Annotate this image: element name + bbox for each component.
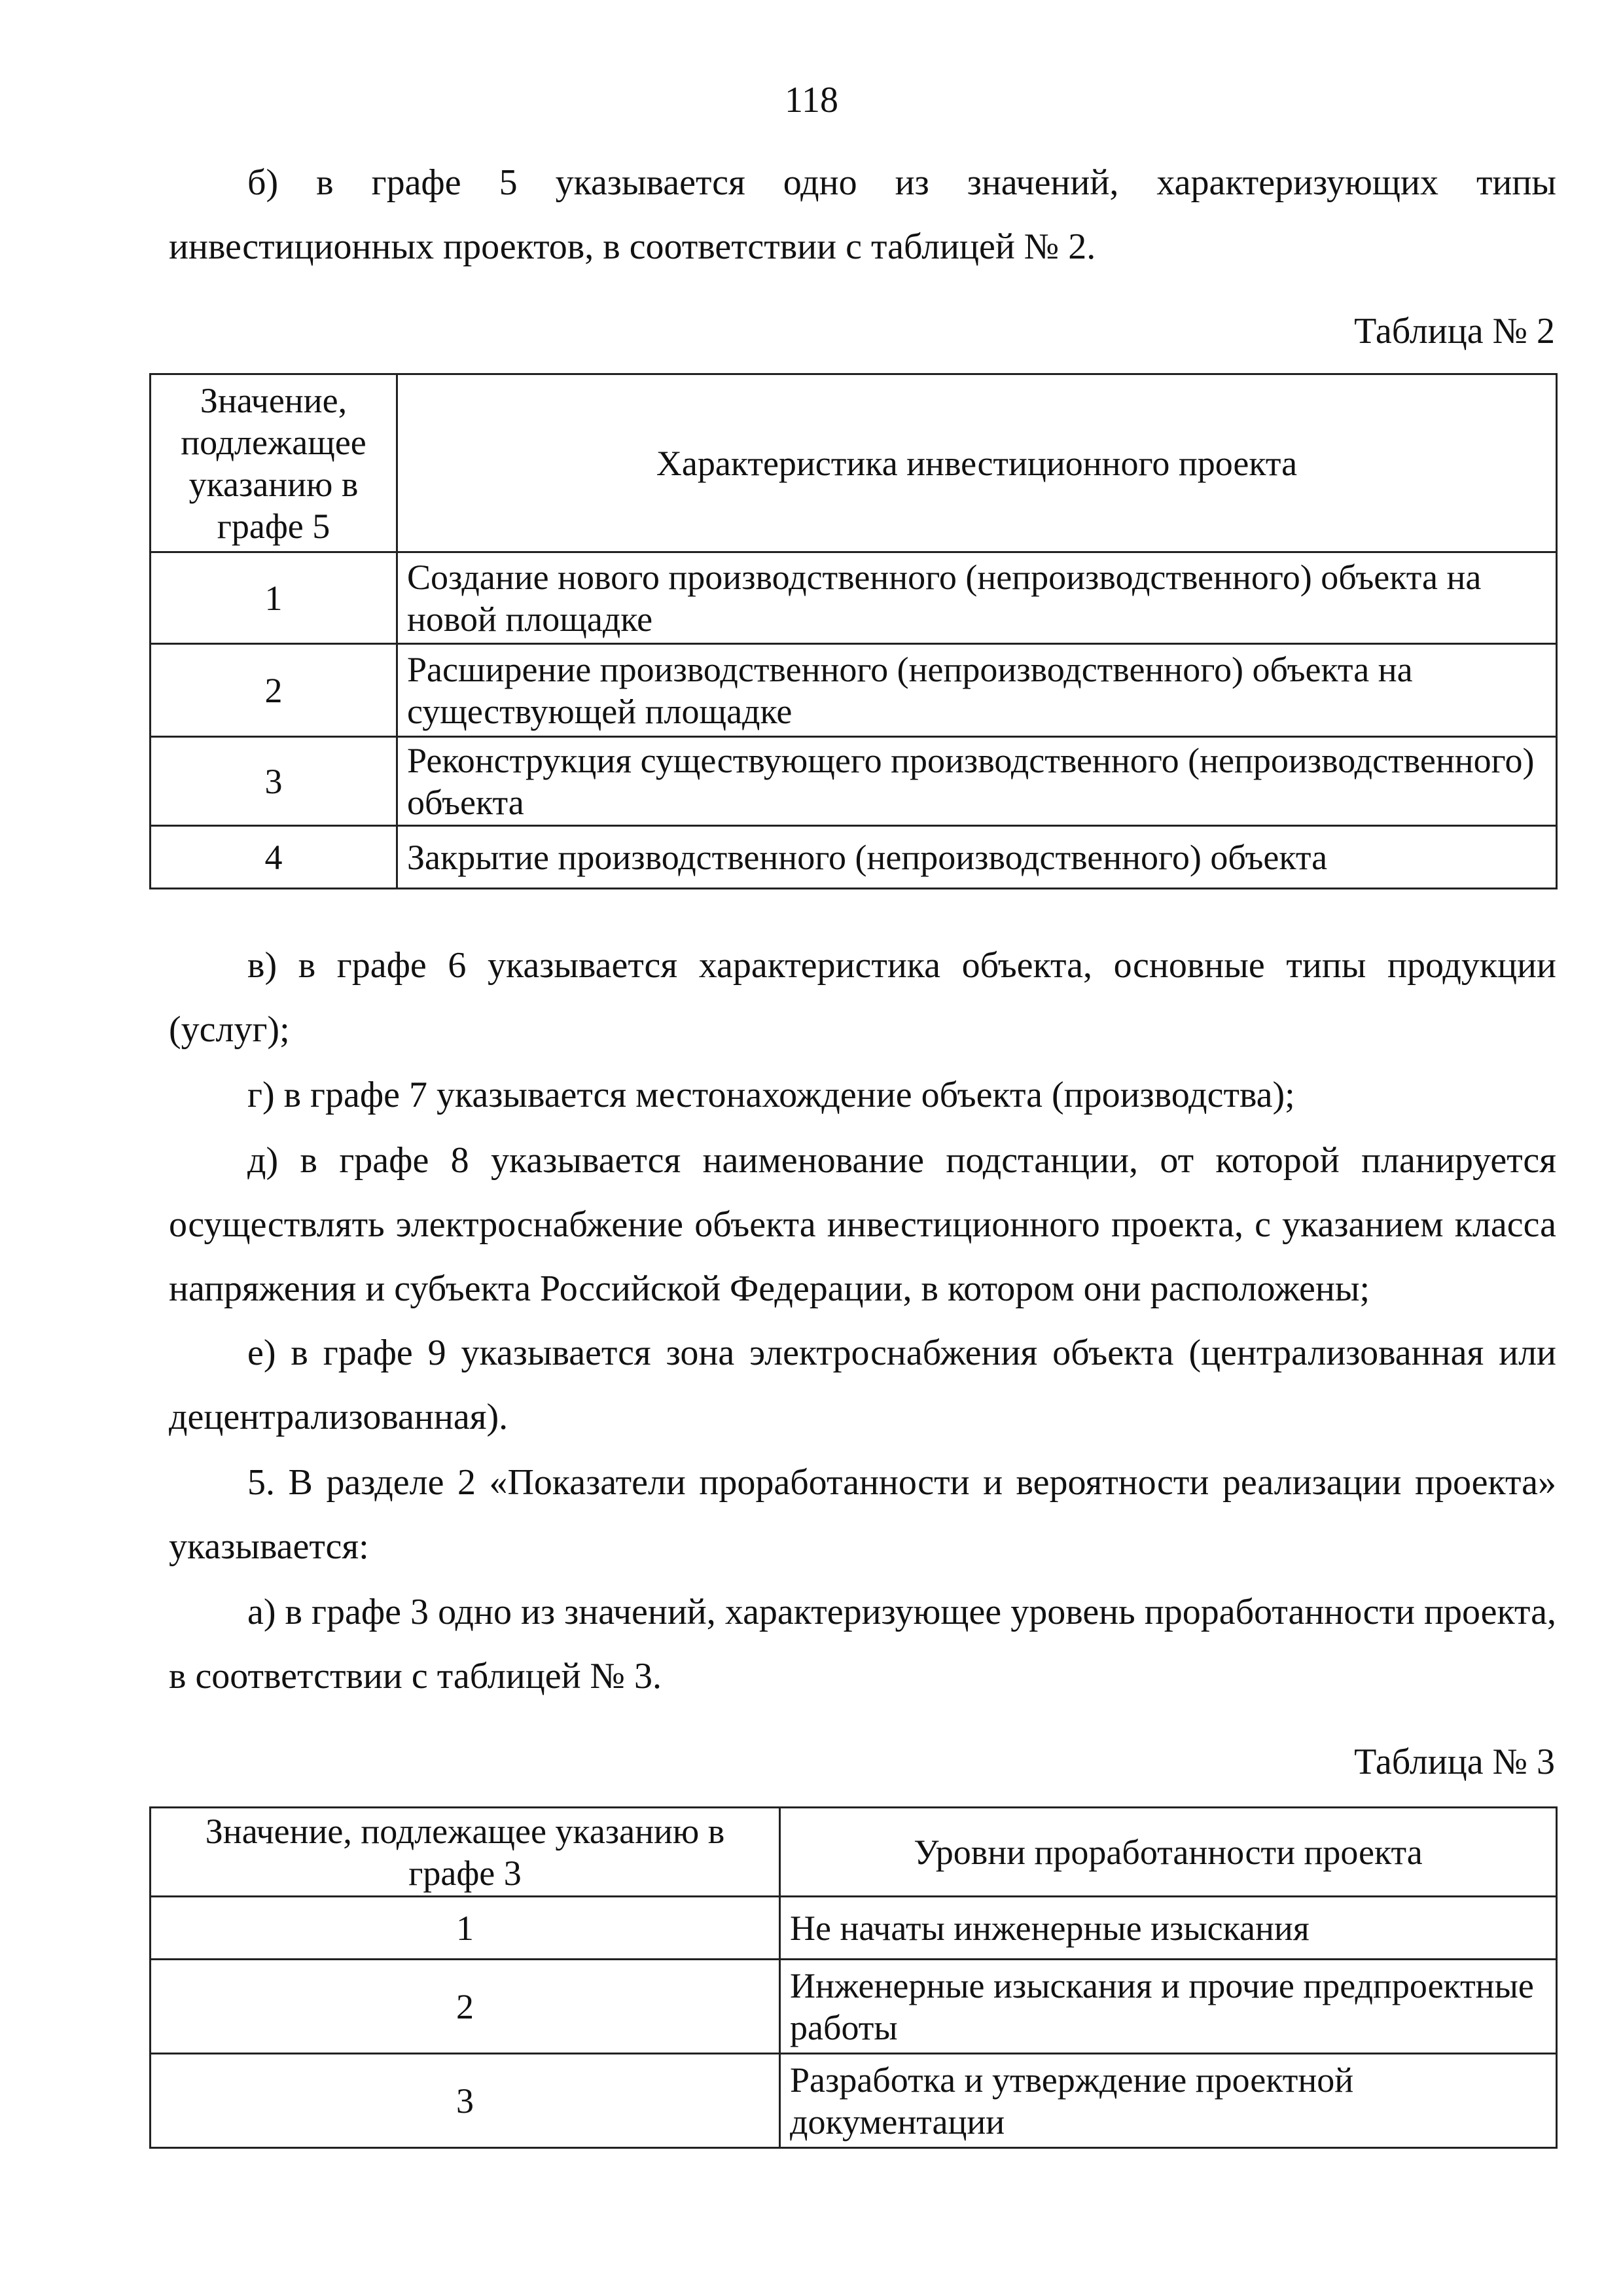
table-row bbox=[151, 1897, 1557, 1960]
table3-header-level: Уровни проработанности проекта bbox=[780, 1808, 1557, 1897]
table2-header-value: Значение, подлежащее указанию в графе 5 bbox=[151, 374, 397, 552]
table-3 bbox=[149, 1806, 1558, 2149]
table3-header-value: Значение, подлежащее указанию в графе 3 bbox=[151, 1808, 780, 1897]
intro-paragraph: б) в графе 5 указывается одно из значений, характеризующих типы инвестиционных проектов, в соответствии с таблицей № 2. bbox=[169, 162, 1556, 267]
table3-row1-value: 1 bbox=[151, 1897, 780, 1960]
table2-header-characteristic: Характеристика инвестиционного проекта bbox=[397, 374, 1557, 552]
table2-row2-text: Расширение производственного (непроизводственного) объекта на существующей площадке bbox=[397, 644, 1557, 737]
table2-row3-text: Реконструкция существующего производственного (непроизводственного) объекта bbox=[397, 737, 1557, 826]
table3-row3-text: Разработка и утверждение проектной документации bbox=[780, 2054, 1557, 2148]
table2-row4-text: Закрытие производственного (непроизводственного) объекта bbox=[397, 826, 1557, 889]
table2-row1-value: 1 bbox=[151, 552, 397, 644]
paragraph-v: в) в графе 6 указывается характеристика объекта, основные типы продукции (услуг); bbox=[169, 945, 1556, 1050]
table-row bbox=[151, 2054, 1557, 2148]
table3-row2-value: 2 bbox=[151, 1960, 780, 2054]
paragraph-5: 5. В разделе 2 «Показатели проработанности и вероятности реализации проекта» указывается: bbox=[169, 1462, 1556, 1567]
table2-row3-value: 3 bbox=[151, 737, 397, 826]
paragraph-g: г) в графе 7 указывается местонахождение объекта (производства); bbox=[247, 1075, 1295, 1115]
paragraph-a: а) в графе 3 одно из значений, характеризующее уровень проработанности проекта, в соответствии с таблицей № 3. bbox=[169, 1592, 1556, 1696]
table-row bbox=[151, 1960, 1557, 2054]
table2-caption: Таблица № 2 bbox=[1354, 311, 1555, 351]
table-row bbox=[151, 552, 1557, 644]
table-row bbox=[151, 737, 1557, 826]
paragraph-d: д) в графе 8 указывается наименование подстанции, от которой планируется осуществлять электроснабжение объекта инвестиционного проекта, с указанием класса напряжения и субъекта Российской Федерации, в котором они расположены; bbox=[169, 1140, 1556, 1309]
table2-row2-value: 2 bbox=[151, 644, 397, 737]
table2-row4-value: 4 bbox=[151, 826, 397, 889]
table-header-row bbox=[151, 374, 1557, 552]
page-number: 118 bbox=[785, 80, 838, 120]
table3-caption: Таблица № 3 bbox=[1354, 1742, 1555, 1782]
table3-row1-text: Не начаты инженерные изыскания bbox=[780, 1897, 1557, 1960]
table-row bbox=[151, 644, 1557, 737]
table3-row3-value: 3 bbox=[151, 2054, 780, 2148]
table-header-row bbox=[151, 1808, 1557, 1897]
paragraph-e: е) в графе 9 указывается зона электроснабжения объекта (централизованная или децентрализованная). bbox=[169, 1333, 1556, 1437]
table3-row2-text: Инженерные изыскания и прочие предпроектные работы bbox=[780, 1960, 1557, 2054]
table-2 bbox=[149, 373, 1558, 889]
table-row bbox=[151, 826, 1557, 889]
table2-row1-text: Создание нового производственного (непроизводственного) объекта на новой площадке bbox=[397, 552, 1557, 644]
